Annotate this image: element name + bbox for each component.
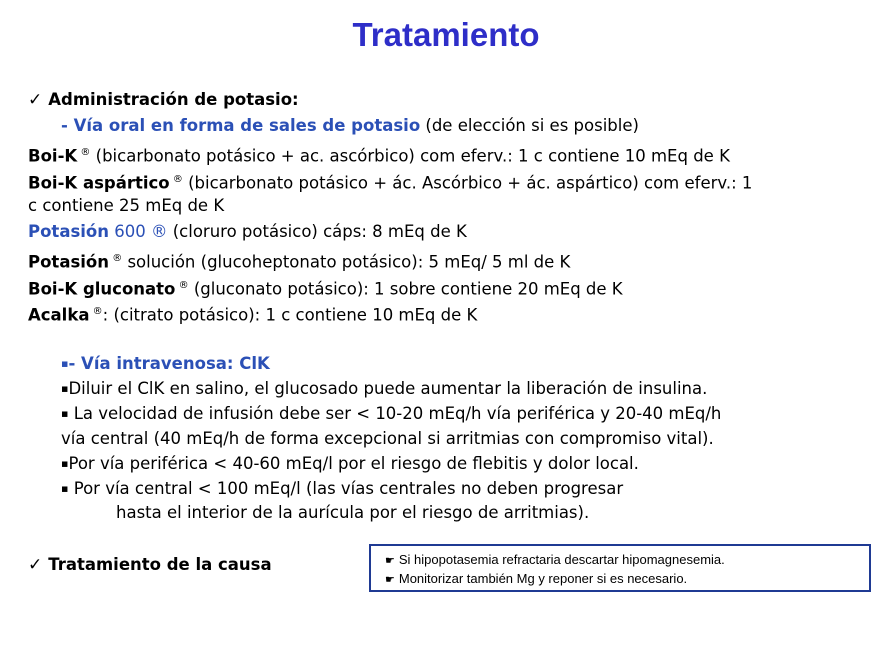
bullet-icon: ▪ <box>61 407 69 420</box>
drug-name: Boi-K <box>28 146 78 166</box>
iv-item <box>61 378 707 402</box>
drug-desc: solución (glucoheptonato potásico): 5 mEq/ 5 ml de K <box>122 252 571 272</box>
drug-name: Boi-K aspártico <box>28 173 170 193</box>
iv-heading-text: - Vía intravenosa: ClK <box>68 354 270 373</box>
bullet-icon: ▪ <box>61 482 69 495</box>
reg-mark: ® <box>169 174 183 185</box>
drug-name: Boi-K gluconato <box>28 279 176 299</box>
bullet-icon: ▪ <box>61 382 69 395</box>
note-box <box>369 544 871 592</box>
drug-desc: c contiene 25 mEq de K <box>28 196 225 215</box>
note-text: Si hipopotasemia refractaria descartar hipomagnesemia. <box>398 552 725 567</box>
iv-item-text: Diluir el ClK en salino, el glucosado puede aumentar la liberación de insulina. <box>68 379 708 398</box>
iv-item-text: hasta el interior de la aurícula por el riesgo de arritmias). <box>116 503 590 522</box>
iv-item-text: Por vía central < 100 mEq/l (las vías centrales no deben progresar <box>68 479 624 498</box>
drug-name: Acalka <box>28 305 90 325</box>
iv-item-cont <box>61 428 714 450</box>
reg-mark: ® <box>77 147 91 158</box>
drug-extra: 600 ® <box>109 222 168 241</box>
drug-line <box>28 301 477 327</box>
pointing-hand-icon: ☛ <box>385 574 395 586</box>
drug-name: Potasión <box>28 222 110 241</box>
iv-item <box>61 453 639 477</box>
section-potassium <box>28 89 299 111</box>
section-cause <box>28 554 272 576</box>
page-title: Tratamiento <box>352 16 540 53</box>
section-heading: Administración de potasio: <box>48 90 299 109</box>
iv-item-text: Por vía periférica < 40-60 mEq/l por el riesgo de flebitis y dolor local. <box>68 454 639 473</box>
section-heading: Tratamiento de la causa <box>48 555 272 574</box>
iv-item <box>61 403 721 427</box>
pointing-hand-icon: ☛ <box>385 555 395 567</box>
drug-desc: (gluconato potásico): 1 sobre contiene 20 mEq de K <box>188 279 623 299</box>
note-text: Monitorizar también Mg y reponer si es necesario. <box>398 571 688 586</box>
iv-heading <box>61 353 270 377</box>
drug-line <box>28 248 570 274</box>
drug-name: Potasión <box>28 252 110 272</box>
iv-item-text: vía central (40 mEq/h de forma excepcional si arritmias con compromiso vital). <box>61 429 714 448</box>
drug-line-cont <box>28 195 224 217</box>
drug-desc: (bicarbonato potásico + ac. ascórbico) com eferv.: 1 c contiene 10 mEq de K <box>90 146 730 166</box>
drug-line <box>28 142 730 168</box>
drug-line <box>28 275 623 301</box>
drug-line <box>28 221 467 243</box>
check-icon: ✓ <box>28 90 43 110</box>
oral-note: (de elección si es posible) <box>420 116 639 135</box>
check-icon: ✓ <box>28 555 43 575</box>
note-line <box>385 551 869 570</box>
iv-item-text: La velocidad de infusión debe ser < 10-20 mEq/h vía periférica y 20-40 mEq/h <box>68 404 722 423</box>
oral-route <box>61 115 639 137</box>
drug-desc: : (citrato potásico): 1 c contiene 10 mEq de K <box>102 305 478 325</box>
oral-label: - Vía oral en forma de sales de potasio <box>61 116 421 135</box>
reg-mark: ® <box>109 253 123 264</box>
bullet-icon: ▪ <box>61 357 69 370</box>
reg-mark: ® <box>175 280 189 291</box>
note-line <box>385 570 869 589</box>
iv-item-cont <box>116 502 589 524</box>
drug-desc: (bicarbonato potásico + ác. Ascórbico + ác. aspártico) com eferv.: 1 <box>182 173 753 193</box>
iv-item <box>61 478 623 502</box>
reg-mark: ® <box>89 306 103 317</box>
drug-desc: (cloruro potásico) cáps: 8 mEq de K <box>167 222 467 241</box>
bullet-icon: ▪ <box>61 457 69 470</box>
drug-line <box>28 169 752 195</box>
